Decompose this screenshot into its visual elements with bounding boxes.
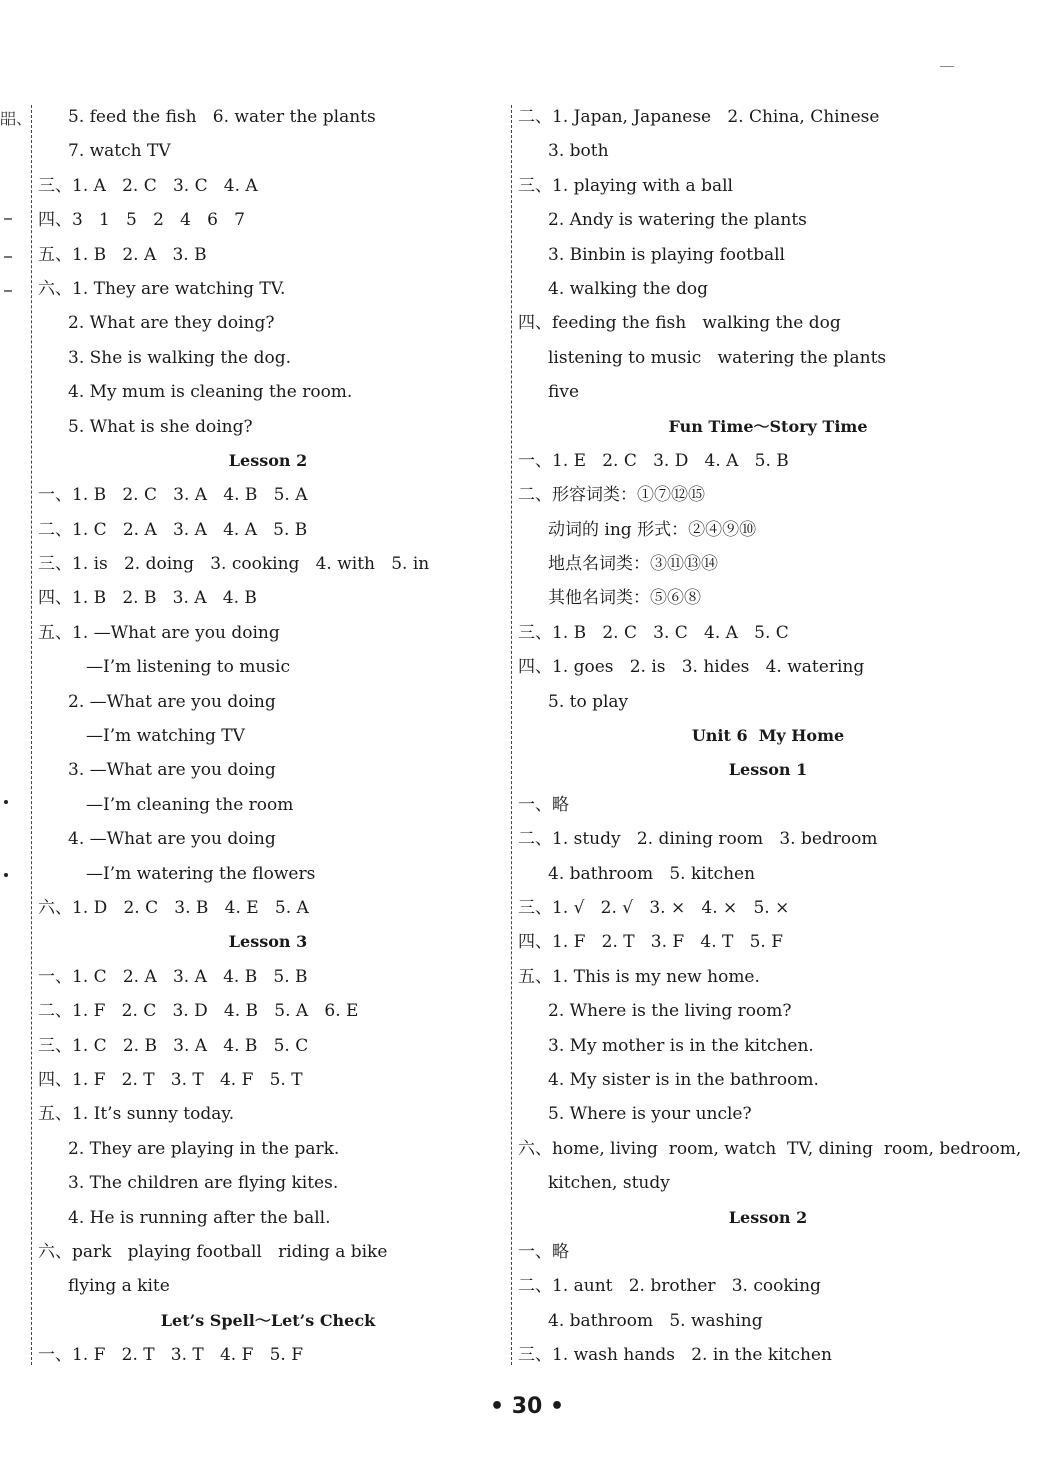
answer-line: 一、略 [518, 794, 569, 815]
answer-line: flying a kite [68, 1276, 170, 1297]
column-divider-center [511, 105, 512, 1365]
answer-line: 3. Binbin is playing football [548, 244, 785, 265]
answer-line: 动词的 ing 形式：②④⑨⑩ [548, 519, 757, 540]
answer-line: 二、1. aunt 2. brother 3. cooking [518, 1276, 821, 1297]
answer-line: 四、1. goes 2. is 3. hides 4. watering [518, 657, 865, 678]
answer-line: 二、1. C 2. A 3. A 4. A 5. B [38, 519, 308, 540]
answer-line: 2. What are they doing? [68, 313, 275, 334]
answer-line: 六、park playing football riding a bike [38, 1241, 388, 1262]
section-heading: Lesson 1 [728, 760, 808, 780]
answer-line: —I’m cleaning the room [86, 794, 294, 815]
answer-line: 三、1. C 2. B 3. A 4. B 5. C [38, 1035, 309, 1056]
answer-line: 五、1. It’s sunny today. [38, 1104, 235, 1125]
answer-line: 四、1. F 2. T 3. T 4. F 5. T [38, 1069, 303, 1090]
section-heading: Let’s Spell～Let’s Check [160, 1310, 376, 1330]
answer-line: 其他名词类：⑤⑥⑧ [548, 588, 701, 609]
answer-line: 一、略 [518, 1241, 569, 1262]
answer-line: 一、1. B 2. C 3. A 4. B 5. A [38, 485, 308, 506]
answer-line: 六、1. D 2. C 3. B 4. E 5. A [38, 897, 309, 918]
answer-line: 2. —What are you doing [68, 691, 276, 712]
answer-line: 5. to play [548, 691, 629, 712]
section-heading: Fun Time～Story Time [668, 416, 868, 436]
answer-line: 2. Where is the living room? [548, 1001, 792, 1022]
answer-line: 六、home, living room, watch TV, dining room, bedroom, [518, 1138, 1022, 1159]
answer-line: 2. They are playing in the park. [68, 1138, 340, 1159]
page-number: • 30 • [489, 1394, 565, 1419]
answer-line: 5. feed the fish 6. water the plants [68, 107, 376, 127]
answer-line: —I’m listening to music [86, 657, 290, 678]
answer-line: 二、1. F 2. C 3. D 4. B 5. A 6. E [38, 1001, 359, 1022]
answer-line: 地点名词类：③⑪⑬⑭ [548, 554, 718, 575]
answer-line: 五、1. B 2. A 3. B [38, 244, 207, 265]
answer-line: 六、1. They are watching TV. [38, 278, 286, 299]
answer-line: 三、1. A 2. C 3. C 4. A [38, 175, 258, 196]
answer-line: 4. bathroom 5. washing [548, 1310, 763, 1331]
answer-line: 4. My mum is cleaning the room. [68, 382, 353, 403]
cropped-edge-text: 㗊、 [0, 109, 33, 128]
answer-line: 五、1. This is my new home. [518, 966, 760, 987]
section-heading: Unit 6 My Home [691, 726, 845, 746]
answer-line: 7. watch TV [68, 141, 171, 162]
scan-dot [4, 873, 8, 877]
answer-line: 3. She is walking the dog. [68, 347, 291, 368]
answer-line: 3. The children are flying kites. [68, 1173, 339, 1194]
answer-line: 三、1. wash hands 2. in the kitchen [518, 1345, 832, 1366]
answer-line: 二、形容词类：①⑦⑫⑮ [518, 485, 705, 506]
answer-line: 五、1. —What are you doing [38, 622, 280, 643]
answer-line: 二、1. Japan, Japanese 2. China, Chinese [518, 107, 880, 127]
answer-line: 一、1. C 2. A 3. A 4. B 5. B [38, 966, 308, 987]
answer-line: kitchen, study [548, 1173, 670, 1194]
answer-line: 一、1. F 2. T 3. T 4. F 5. F [38, 1345, 304, 1366]
answer-line: five [548, 382, 580, 403]
right-column [518, 100, 1022, 1372]
answer-line: 5. What is she doing? [68, 416, 253, 437]
answer-line: 2. Andy is watering the plants [548, 210, 807, 231]
answer-line: 三、1. √ 2. √ 3. × 4. × 5. × [518, 897, 790, 918]
answer-line: 4. walking the dog [548, 278, 708, 299]
answer-line: 四、feeding the fish walking the dog [518, 313, 841, 334]
scan-dot [4, 800, 8, 804]
column-divider-left [31, 105, 32, 1365]
left-column [38, 100, 498, 1372]
answer-line: 3. —What are you doing [68, 760, 276, 781]
scan-mark [4, 256, 12, 258]
answer-line: listening to music watering the plants [548, 347, 887, 368]
answer-line: 3. both [548, 141, 609, 162]
scan-mark [940, 66, 954, 67]
scan-mark [4, 218, 12, 220]
answer-line: 4. bathroom 5. kitchen [548, 863, 756, 884]
answer-line: —I’m watching TV [86, 726, 245, 747]
answer-line: 四、3 1 5 2 4 6 7 [38, 210, 245, 231]
answer-line: 4. My sister is in the bathroom. [548, 1069, 819, 1090]
scan-mark [4, 290, 12, 292]
answer-line: 二、1. study 2. dining room 3. bedroom [518, 829, 878, 850]
answer-line: 四、1. B 2. B 3. A 4. B [38, 588, 257, 609]
section-heading: Lesson 2 [228, 450, 308, 470]
answer-line: 三、1. playing with a ball [518, 175, 733, 196]
section-heading: Lesson 2 [728, 1207, 808, 1227]
answer-line: 3. My mother is in the kitchen. [548, 1035, 814, 1056]
answer-line: —I’m watering the flowers [86, 863, 316, 884]
answer-line: 一、1. E 2. C 3. D 4. A 5. B [518, 450, 789, 471]
answer-line: 5. Where is your uncle? [548, 1104, 752, 1125]
answer-line: 4. —What are you doing [68, 829, 276, 850]
answer-line: 四、1. F 2. T 3. F 4. T 5. F [518, 932, 784, 953]
answer-line: 三、1. is 2. doing 3. cooking 4. with 5. in [38, 554, 430, 575]
section-heading: Lesson 3 [228, 932, 308, 952]
answer-line: 三、1. B 2. C 3. C 4. A 5. C [518, 622, 789, 643]
answer-line: 4. He is running after the ball. [68, 1207, 331, 1228]
